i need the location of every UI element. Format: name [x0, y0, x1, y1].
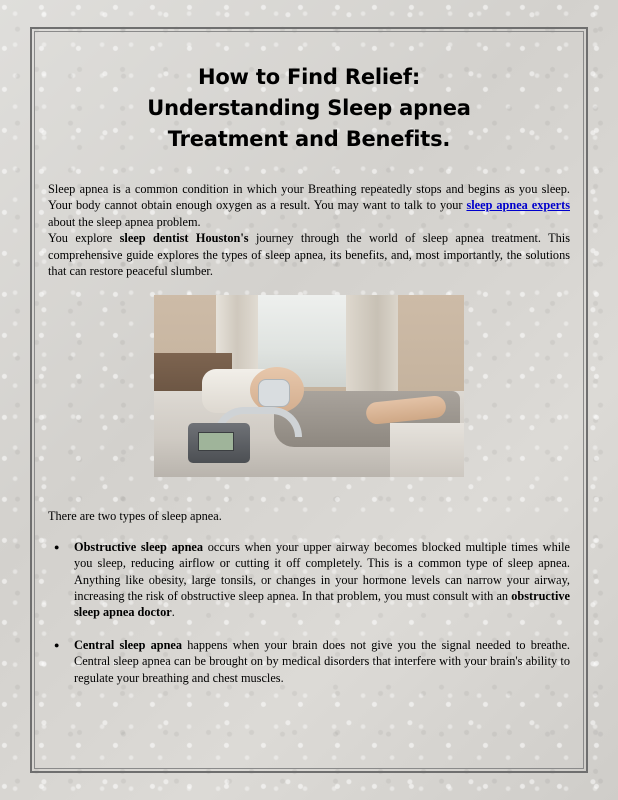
intro-paragraph-1: [48, 181, 570, 230]
page-title: [48, 62, 570, 155]
bullet-2-lead: Central sleep apnea: [74, 637, 183, 652]
photo-curtain-right: [346, 295, 398, 403]
title-line-2: Understanding Sleep apnea: [147, 96, 471, 120]
cpap-machine-icon: [188, 423, 250, 463]
bullet-1-lead-2: obstructive sleep apnea doctor: [74, 589, 570, 620]
cpap-sleep-photo: [154, 295, 464, 477]
bullet-1-text-2: . Anything like obesity, large tonsils, or changes in your hormone levels can narrow your airway, increasing the risk of obstructive sleep apnea. In that problem, you must consult with an: [74, 556, 570, 604]
document-content: [48, 52, 570, 752]
bullet-1-text-1: occurs when your upper airway becomes blocked multiple times while you sleep, reducing airflow or cutting it off completely. This is a common type of sleep apnea: [74, 539, 571, 571]
bullet-2-text-1: happens when your brain does not give you the signal needed to breathe: [182, 637, 567, 652]
paragraph-2-text-part-2: journey through the world of sleep apnea treatment. This comprehensive guide explores the types of sleep apnea, its benefits, and, most importantly, the solutions that can restore peaceful slumber.: [48, 231, 571, 279]
figure: [48, 295, 570, 482]
cpap-machine-screen: [198, 432, 234, 451]
types-intro-text: There are two types of sleep apnea.: [48, 509, 222, 524]
title-line-1: How to Find Relief:: [197, 65, 421, 89]
sleep-dentist-houston-bold: sleep dentist Houston's: [119, 231, 249, 246]
paragraph-2-text-part-1: You explore: [48, 231, 120, 246]
paragraph-1-text-part-1: Sleep apnea is a common condition in which your Breathing repeatedly stops and begins as you sleep. Your body cannot obtain enough oxygen as a result. You may want to talk to your: [48, 182, 570, 213]
title-line-3: Treatment and Benefits.: [167, 127, 451, 151]
intro-paragraph-2: [48, 230, 570, 279]
bullet-2-text-2: . Central sleep apnea can be brought on by medical disorders that interfere with your brain's ability to regulate your breathing and chest muscles.: [74, 637, 570, 685]
cpap-mask-icon: [258, 379, 290, 407]
sleep-apnea-types-list: [48, 539, 570, 686]
photo-blanket: [390, 423, 464, 477]
sleep-apnea-experts-link[interactable]: sleep apnea experts: [466, 198, 570, 213]
list-item: [48, 539, 570, 621]
paragraph-1-text-part-2: about the sleep apnea problem.: [48, 214, 201, 229]
list-item: [48, 637, 570, 686]
bullet-1-text-3: .: [171, 605, 175, 620]
bullet-1-lead: Obstructive sleep apnea: [74, 539, 204, 554]
